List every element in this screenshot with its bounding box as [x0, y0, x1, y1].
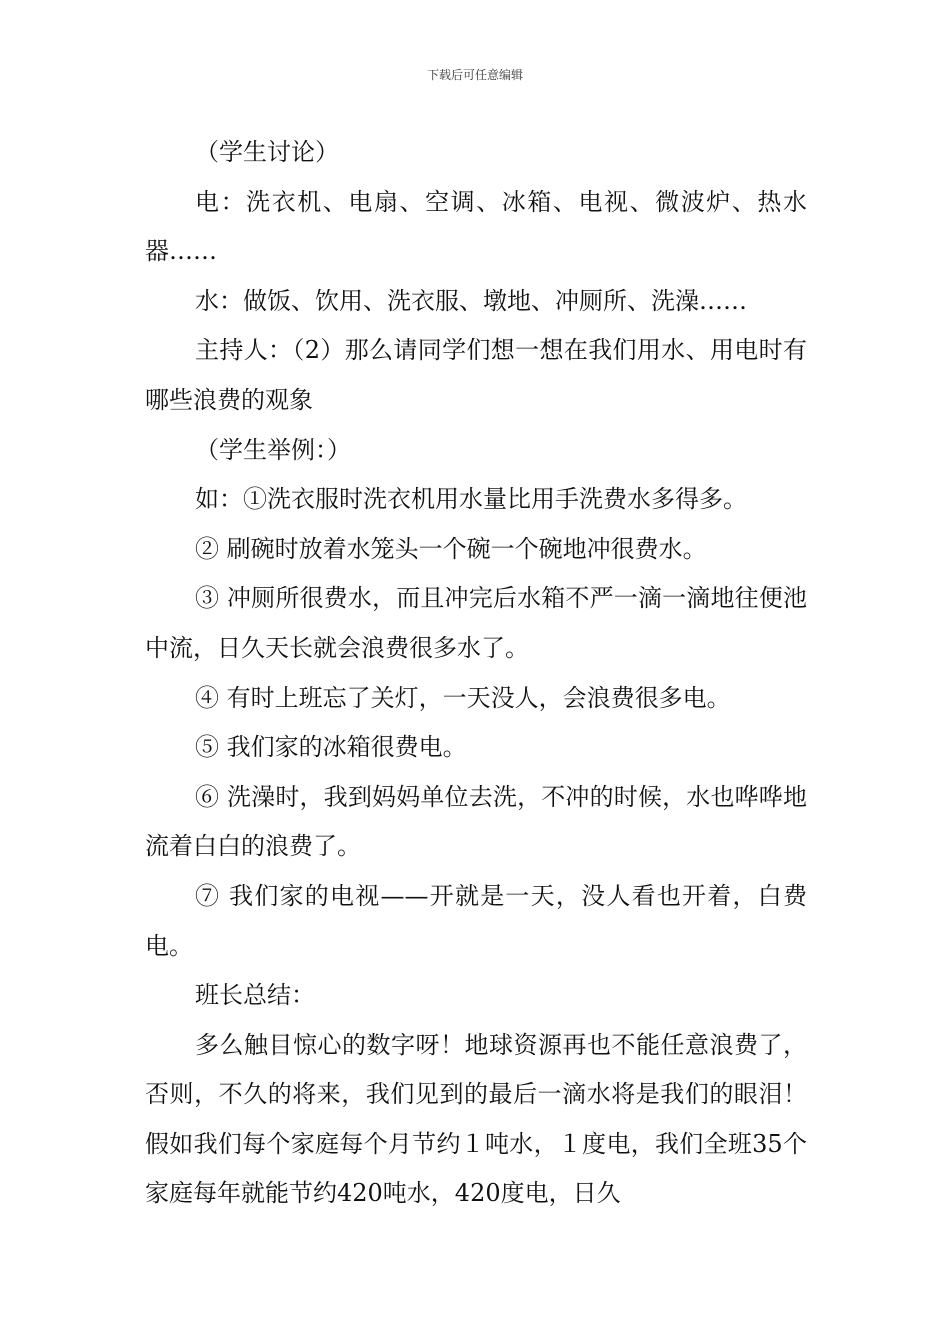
paragraph-monitor-summary-label: 班长总结：: [195, 981, 315, 1010]
paragraph-example-7: ⑦ 我们家的电视——开就是一天，没人看也开着，白费电。: [145, 881, 807, 960]
paragraph-example-4: ④ 有时上班忘了关灯，一天没人，会浪费很多电。: [195, 683, 731, 712]
paragraph-example-3: ③ 冲厕所很费水，而且冲完后水箱不严一滴一滴地往便池中流，日久天长就会浪费很多水了。: [145, 584, 807, 662]
paragraph-example-1: 如：①洗衣服时洗衣机用水量比用手洗费水多得多。: [195, 485, 747, 514]
document-body: [145, 128, 807, 1219]
paragraph-electric-appliances: 电：洗衣机、电扇、空调、冰箱、电视、微波炉、热水器……: [145, 187, 807, 266]
paragraph-example-5: ⑤ 我们家的冰箱很费电。: [195, 733, 467, 762]
paragraph-student-discussion: （学生讨论）: [195, 138, 339, 166]
paragraph-host-question: 主持人：（2）那么请同学们想一想在我们用水、用电时有哪些浪费的观象: [145, 336, 807, 414]
paragraph-student-examples: （学生举例：）: [195, 435, 351, 464]
page-header: 下载后可任意编辑: [426, 68, 523, 82]
paragraph-monitor-summary: 多么触目惊心的数字呀！地球资源再也不能任意浪费了，否则，不久的将来，我们见到的最后一滴水将是我们的眼泪！假如我们每个家庭每个月节约１吨水，１度电，我们全班35个家庭每年就能节约420吨水，420度电，日久: [145, 1030, 807, 1208]
paragraph-water-uses: 水：做饭、饮用、洗衣服、墩地、冲厕所、洗澡……: [195, 286, 747, 315]
paragraph-example-6: ⑥ 洗澡时，我到妈妈单位去洗，不冲的时候，水也哗哗地流着白白的浪费了。: [145, 782, 807, 861]
paragraph-example-2: ② 刷碗时放着水笼头一个碗一个碗地冲很费水。: [195, 534, 707, 563]
